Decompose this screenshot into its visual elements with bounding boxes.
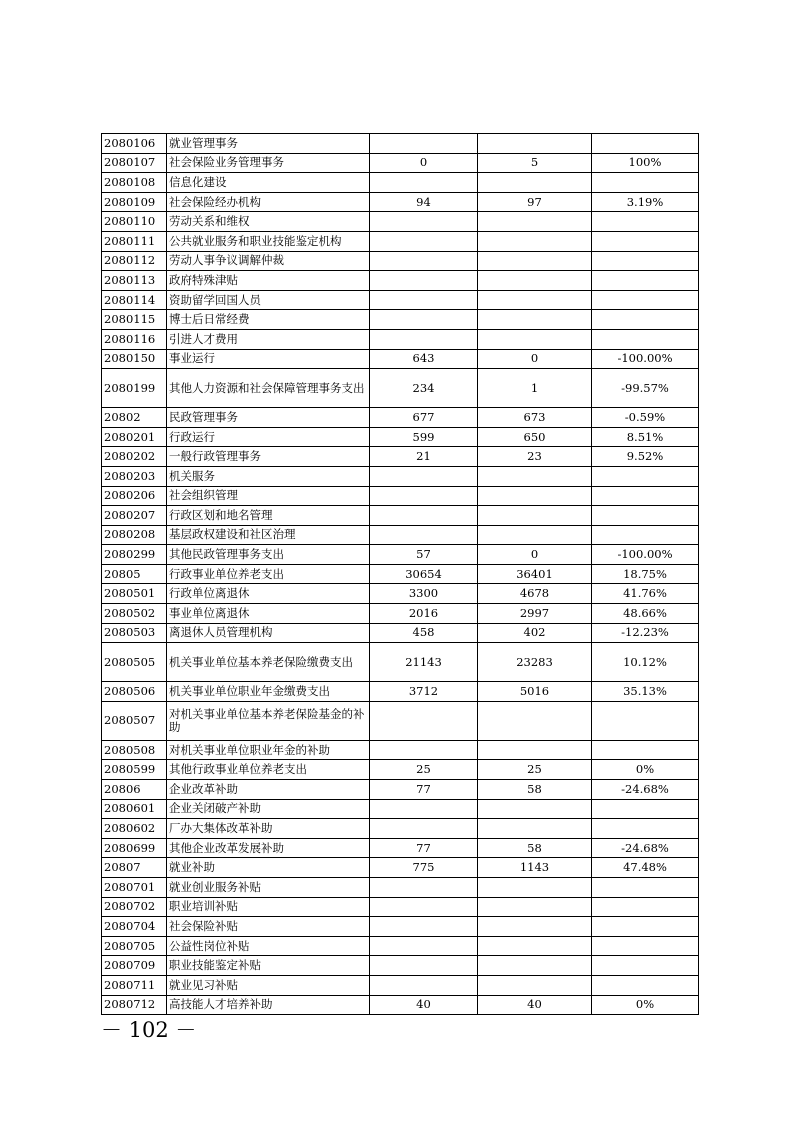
row-value-current: 4678 [478,584,592,604]
row-change-rate: -99.57% [592,369,699,408]
row-code: 2080108 [102,173,167,193]
row-value-prior: 599 [370,427,478,447]
table-row [102,878,699,898]
row-value-current [478,975,592,995]
row-code: 20805 [102,564,167,584]
row-value-current [478,290,592,310]
row-change-rate [592,936,699,956]
row-value-current [478,799,592,819]
row-code: 2080115 [102,310,167,330]
row-value-prior: 40 [370,995,478,1015]
row-name: 厂办大集体改革补助 [167,819,370,839]
row-value-prior [370,506,478,526]
row-value-prior [370,231,478,251]
row-value-prior: 21143 [370,643,478,682]
row-name: 社会保险补贴 [167,917,370,937]
row-value-current [478,212,592,232]
row-change-rate [592,231,699,251]
row-value-current: 23283 [478,643,592,682]
row-change-rate: 0% [592,995,699,1015]
row-value-prior: 57 [370,545,478,565]
row-change-rate: 100% [592,153,699,173]
row-change-rate [592,134,699,154]
row-value-current [478,506,592,526]
row-value-prior [370,310,478,330]
row-value-current: 0 [478,349,592,369]
row-code: 2080206 [102,486,167,506]
row-value-current [478,917,592,937]
row-change-rate: -24.68% [592,838,699,858]
row-value-current: 1 [478,369,592,408]
row-code: 2080502 [102,604,167,624]
row-value-prior [370,819,478,839]
row-change-rate [592,819,699,839]
row-name: 引进人才费用 [167,329,370,349]
row-value-current [478,897,592,917]
row-change-rate [592,740,699,760]
row-value-prior: 775 [370,858,478,878]
row-code: 2080112 [102,251,167,271]
row-value-current: 402 [478,623,592,643]
table-row [102,231,699,251]
row-change-rate [592,878,699,898]
row-value-prior [370,251,478,271]
row-code: 2080704 [102,917,167,937]
table-row [102,134,699,154]
row-code: 2080114 [102,290,167,310]
row-value-current [478,173,592,193]
row-value-current: 58 [478,838,592,858]
budget-table-body [102,134,699,1015]
row-code: 2080699 [102,838,167,858]
row-name: 一般行政管理事务 [167,447,370,467]
row-value-prior: 21 [370,447,478,467]
row-value-current [478,271,592,291]
row-name: 行政事业单位养老支出 [167,564,370,584]
row-name: 职业技能鉴定补贴 [167,956,370,976]
row-value-prior [370,271,478,291]
row-change-rate: 47.48% [592,858,699,878]
row-code: 20807 [102,858,167,878]
row-name: 劳动人事争议调解仲裁 [167,251,370,271]
row-value-current: 97 [478,192,592,212]
table-row [102,858,699,878]
row-value-current [478,134,592,154]
row-change-rate: 3.19% [592,192,699,212]
row-name: 政府特殊津贴 [167,271,370,291]
table-row [102,799,699,819]
row-value-prior [370,897,478,917]
row-code: 20802 [102,408,167,428]
row-value-current [478,740,592,760]
table-row [102,936,699,956]
table-row [102,623,699,643]
row-code: 2080113 [102,271,167,291]
row-code: 2080599 [102,760,167,780]
row-name: 民政管理事务 [167,408,370,428]
table-row [102,506,699,526]
table-row [102,349,699,369]
row-value-current: 0 [478,545,592,565]
row-code: 2080508 [102,740,167,760]
row-code: 2080501 [102,584,167,604]
row-code: 2080208 [102,525,167,545]
row-value-prior: 3300 [370,584,478,604]
row-name: 机关服务 [167,466,370,486]
row-code: 2080711 [102,975,167,995]
row-value-current [478,936,592,956]
table-row [102,564,699,584]
row-value-prior [370,290,478,310]
row-value-prior: 2016 [370,604,478,624]
row-change-rate [592,701,699,740]
row-change-rate: -12.23% [592,623,699,643]
row-value-current: 40 [478,995,592,1015]
table-row [102,212,699,232]
row-value-current [478,701,592,740]
row-change-rate: 8.51% [592,427,699,447]
row-name: 公共就业服务和职业技能鉴定机构 [167,231,370,251]
row-code: 2080201 [102,427,167,447]
row-change-rate [592,271,699,291]
row-code: 2080207 [102,506,167,526]
row-code: 2080202 [102,447,167,467]
row-change-rate [592,329,699,349]
row-code: 2080506 [102,682,167,702]
row-change-rate [592,212,699,232]
row-name: 行政单位离退休 [167,584,370,604]
table-row [102,310,699,330]
row-value-current: 36401 [478,564,592,584]
row-change-rate [592,486,699,506]
row-change-rate [592,506,699,526]
row-change-rate: -0.59% [592,408,699,428]
row-code: 2080507 [102,701,167,740]
row-change-rate: 10.12% [592,643,699,682]
row-value-prior: 30654 [370,564,478,584]
row-value-current: 650 [478,427,592,447]
row-value-prior [370,466,478,486]
row-name: 机关事业单位职业年金缴费支出 [167,682,370,702]
row-change-rate [592,466,699,486]
row-value-prior: 77 [370,838,478,858]
table-row [102,584,699,604]
row-value-prior [370,173,478,193]
row-value-current: 2997 [478,604,592,624]
row-code: 2080150 [102,349,167,369]
table-row [102,956,699,976]
row-code: 2080199 [102,369,167,408]
row-name: 事业运行 [167,349,370,369]
row-value-prior [370,486,478,506]
table-row [102,466,699,486]
row-code: 2080106 [102,134,167,154]
row-value-prior: 0 [370,153,478,173]
row-name: 博士后日常经费 [167,310,370,330]
row-code: 2080602 [102,819,167,839]
row-change-rate [592,956,699,976]
row-value-prior: 677 [370,408,478,428]
row-code: 2080110 [102,212,167,232]
row-name: 机关事业单位基本养老保险缴费支出 [167,643,370,682]
table-row [102,447,699,467]
row-name: 其他企业改革发展补助 [167,838,370,858]
row-code: 2080712 [102,995,167,1015]
row-code: 2080705 [102,936,167,956]
row-name: 就业管理事务 [167,134,370,154]
table-row [102,897,699,917]
row-change-rate: 0% [592,760,699,780]
table-row [102,682,699,702]
row-name: 社会保险经办机构 [167,192,370,212]
row-name: 劳动关系和维权 [167,212,370,232]
row-value-prior: 77 [370,780,478,800]
table-row [102,153,699,173]
row-value-current [478,251,592,271]
table-row [102,290,699,310]
table-row [102,486,699,506]
row-change-rate [592,897,699,917]
row-value-prior [370,329,478,349]
row-change-rate [592,799,699,819]
row-value-prior: 234 [370,369,478,408]
row-name: 职业培训补贴 [167,897,370,917]
row-code: 2080109 [102,192,167,212]
row-name: 就业补助 [167,858,370,878]
row-value-current [478,525,592,545]
row-code: 2080702 [102,897,167,917]
row-value-prior [370,956,478,976]
row-value-prior: 458 [370,623,478,643]
row-change-rate [592,975,699,995]
row-value-current: 673 [478,408,592,428]
row-code: 2080111 [102,231,167,251]
row-name: 对机关事业单位职业年金的补助 [167,740,370,760]
row-name: 行政运行 [167,427,370,447]
row-value-prior [370,975,478,995]
row-value-prior [370,878,478,898]
row-value-current [478,819,592,839]
row-name: 就业创业服务补贴 [167,878,370,898]
row-change-rate: -100.00% [592,349,699,369]
table-row [102,427,699,447]
row-value-prior: 643 [370,349,478,369]
row-name: 其他民政管理事务支出 [167,545,370,565]
row-value-prior: 25 [370,760,478,780]
row-code: 2080505 [102,643,167,682]
row-value-current [478,878,592,898]
row-value-prior: 94 [370,192,478,212]
row-value-prior [370,212,478,232]
table-row [102,271,699,291]
row-name: 信息化建设 [167,173,370,193]
table-row [102,975,699,995]
row-change-rate [592,917,699,937]
row-name: 企业关闭破产补助 [167,799,370,819]
table-row [102,329,699,349]
row-change-rate: 18.75% [592,564,699,584]
table-row [102,917,699,937]
row-code: 2080116 [102,329,167,349]
row-code: 2080203 [102,466,167,486]
table-row [102,545,699,565]
table-row [102,643,699,682]
row-change-rate: -24.68% [592,780,699,800]
row-name: 事业单位离退休 [167,604,370,624]
row-name: 就业见习补贴 [167,975,370,995]
page-number: － 102 － [101,1018,197,1042]
row-value-current: 58 [478,780,592,800]
row-value-current [478,329,592,349]
table-row [102,819,699,839]
row-change-rate: 41.76% [592,584,699,604]
row-value-prior [370,525,478,545]
row-change-rate [592,290,699,310]
row-value-prior: 3712 [370,682,478,702]
row-value-prior [370,799,478,819]
table-row [102,760,699,780]
row-value-current: 5 [478,153,592,173]
row-name: 行政区划和地名管理 [167,506,370,526]
row-name: 高技能人才培养补助 [167,995,370,1015]
row-change-rate: 48.66% [592,604,699,624]
row-code: 2080601 [102,799,167,819]
row-name: 企业改革补助 [167,780,370,800]
row-code: 2080107 [102,153,167,173]
row-change-rate [592,251,699,271]
row-name: 资助留学回国人员 [167,290,370,310]
row-name: 公益性岗位补贴 [167,936,370,956]
row-value-current: 5016 [478,682,592,702]
table-row [102,701,699,740]
row-name: 其他人力资源和社会保障管理事务支出 [167,369,370,408]
row-name: 离退休人员管理机构 [167,623,370,643]
table-row [102,369,699,408]
row-value-current: 23 [478,447,592,467]
table-row [102,838,699,858]
row-value-current [478,310,592,330]
row-code: 2080709 [102,956,167,976]
table-row [102,173,699,193]
row-value-current [478,466,592,486]
row-code: 2080503 [102,623,167,643]
row-value-current [478,231,592,251]
row-value-prior [370,740,478,760]
table-row [102,995,699,1015]
row-value-prior [370,701,478,740]
row-name: 对机关事业单位基本养老保险基金的补助 [167,701,370,740]
table-row [102,525,699,545]
row-value-prior [370,134,478,154]
table-row [102,740,699,760]
budget-table [101,133,699,1015]
row-change-rate [592,310,699,330]
row-name: 社会组织管理 [167,486,370,506]
row-name: 其他行政事业单位养老支出 [167,760,370,780]
row-value-prior [370,936,478,956]
row-change-rate: 9.52% [592,447,699,467]
table-row [102,192,699,212]
row-value-current [478,956,592,976]
row-value-current [478,486,592,506]
row-value-current: 25 [478,760,592,780]
row-value-current: 1143 [478,858,592,878]
row-change-rate [592,173,699,193]
row-change-rate: -100.00% [592,545,699,565]
row-name: 社会保险业务管理事务 [167,153,370,173]
row-change-rate [592,525,699,545]
row-code: 20806 [102,780,167,800]
table-row [102,780,699,800]
row-code: 2080299 [102,545,167,565]
row-change-rate: 35.13% [592,682,699,702]
table-row [102,604,699,624]
row-name: 基层政权建设和社区治理 [167,525,370,545]
table-row [102,408,699,428]
table-row [102,251,699,271]
row-code: 2080701 [102,878,167,898]
row-value-prior [370,917,478,937]
